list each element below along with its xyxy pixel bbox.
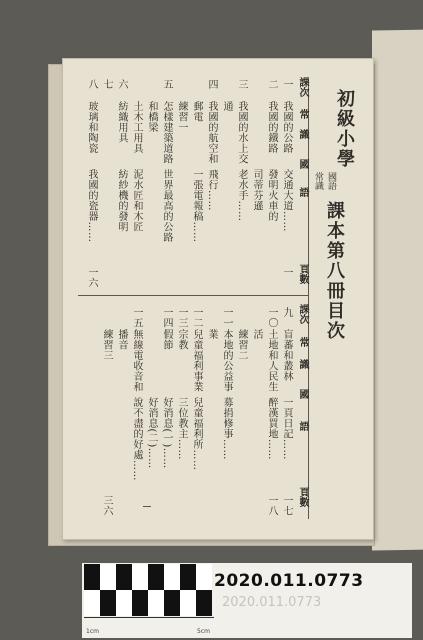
page-number: 三六 — [101, 495, 112, 516]
changshi-title: 怎樣建築道路 — [161, 101, 172, 164]
changshi-title: 宗教 — [176, 329, 187, 350]
adjacent-page — [372, 29, 423, 550]
changshi-title: 我國的水上交 — [236, 101, 247, 164]
guoyu-title: 一張電報稿…… — [191, 169, 202, 243]
lesson-number: 九 — [281, 307, 292, 318]
changshi-title: 和橋梁 — [146, 101, 157, 133]
scale-label-1: 1cm — [86, 628, 99, 635]
page-marker — [143, 506, 151, 507]
changshi-title: 土地和人民生 — [266, 329, 277, 392]
guoyu-title: 老水手…… — [236, 169, 247, 222]
title-divider-line — [308, 79, 309, 519]
guoyu-title: 交通大道…… — [281, 169, 292, 232]
header-changshi-2: 識 — [297, 129, 308, 139]
guoyu-title: 我國的瓷器…… — [86, 169, 97, 243]
guoyu-title: 兒童福利所…… — [191, 397, 202, 471]
lesson-number: 四 — [206, 79, 217, 90]
changshi-title: 我國的公路 — [281, 101, 292, 154]
title-main: 初級小學 — [334, 89, 355, 169]
changshi-title: 本地的公益事 — [221, 329, 232, 392]
changshi-title: 活 — [251, 329, 262, 340]
lesson-number: 一四 — [161, 307, 172, 328]
accession-number-ghost: 2020.011.0773 — [222, 595, 322, 610]
changshi-title: 郵電 — [191, 101, 202, 122]
page-number: 一六 — [86, 267, 97, 288]
lesson-number: 六 — [116, 79, 127, 90]
column-divider-line — [78, 295, 308, 296]
lesson-number: 五 — [161, 79, 172, 90]
header-changshi-3: 常 — [297, 337, 308, 347]
changshi-title: 練習三 — [101, 329, 112, 361]
scale-label-5: 5cm — [197, 628, 210, 635]
header-guoyu-1: 國 — [297, 159, 308, 169]
changshi-title: 通 — [221, 101, 232, 112]
guoyu-title: 飛行…… — [206, 169, 217, 211]
header-page-2: 頁數 — [297, 487, 308, 507]
changshi-title: 土木工用具 — [131, 101, 142, 154]
title-sub-top: 國語 — [326, 172, 336, 190]
changshi-title: 我國的鐵路 — [266, 101, 277, 154]
color-scale-checker — [84, 564, 212, 616]
guoyu-title: 一頁日記…… — [281, 397, 292, 460]
lesson-number: 一一 — [221, 307, 232, 328]
changshi-title: 我國的航空和 — [206, 101, 217, 164]
guoyu-title: 說不盡的好處…… — [131, 397, 142, 481]
accession-number: 2020.011.0773 — [214, 571, 364, 591]
guoyu-title: 好消息(一)…… — [161, 397, 172, 469]
page-number: 一八 — [266, 495, 277, 516]
guoyu-title: 募捐修事…… — [221, 397, 232, 460]
page-number: 一 — [281, 267, 292, 278]
title-sub-bottom: 常識 — [313, 172, 323, 190]
header-guoyu-3: 國 — [297, 389, 308, 399]
lesson-number: 一三 — [176, 307, 187, 328]
lesson-number: 七 — [101, 79, 112, 90]
changshi-title: 盲蕃和叢林 — [281, 329, 292, 382]
changshi-title: 假節 — [161, 329, 172, 350]
header-lesson-2: 課次 — [297, 304, 308, 324]
changshi-title: 業 — [206, 329, 217, 340]
changshi-title: 播音 — [116, 329, 127, 350]
guoyu-title: 三位教主…… — [176, 397, 187, 460]
lesson-number: 一五 — [131, 307, 142, 328]
header-guoyu-2: 語 — [297, 187, 308, 197]
lesson-number: 一〇 — [266, 307, 277, 328]
header-changshi-4: 識 — [297, 359, 308, 369]
guoyu-title: 泥水匠和木匠 — [131, 169, 142, 232]
lesson-number: 八 — [86, 79, 97, 90]
header-changshi-1: 常 — [297, 109, 308, 119]
lesson-number: 三 — [236, 79, 247, 90]
title-rest: 課本第八冊目次 — [324, 201, 345, 341]
page-number: 一七 — [281, 495, 292, 516]
header-guoyu-4: 語 — [297, 421, 308, 431]
changshi-title: 兒童福利事業 — [191, 329, 202, 392]
lesson-number: 一 — [281, 79, 292, 90]
changshi-title: 無線電收音和 — [131, 329, 142, 392]
header-page: 頁數 — [297, 264, 308, 284]
guoyu-title: 世界最高的公路 — [161, 169, 172, 243]
header-lesson: 課次 — [297, 77, 308, 97]
changshi-title: 紡織用具 — [116, 101, 127, 143]
guoyu-title: 司蒂芬遜 — [251, 169, 262, 211]
toc-page — [62, 58, 374, 540]
lesson-number: 二 — [266, 79, 277, 90]
changshi-title: 練習二 — [236, 329, 247, 361]
guoyu-title: 醉漢買地…… — [266, 397, 277, 460]
changshi-title: 練習一 — [176, 101, 187, 133]
guoyu-title: 發明火車的 — [266, 169, 277, 222]
lesson-number: 一二 — [191, 307, 202, 328]
changshi-title: 玻璃和陶瓷 — [86, 101, 97, 154]
guoyu-title: 好消息(二)…… — [146, 397, 157, 469]
guoyu-title: 紡紗機的發明 — [116, 169, 127, 232]
cm-ruler — [84, 617, 214, 638]
